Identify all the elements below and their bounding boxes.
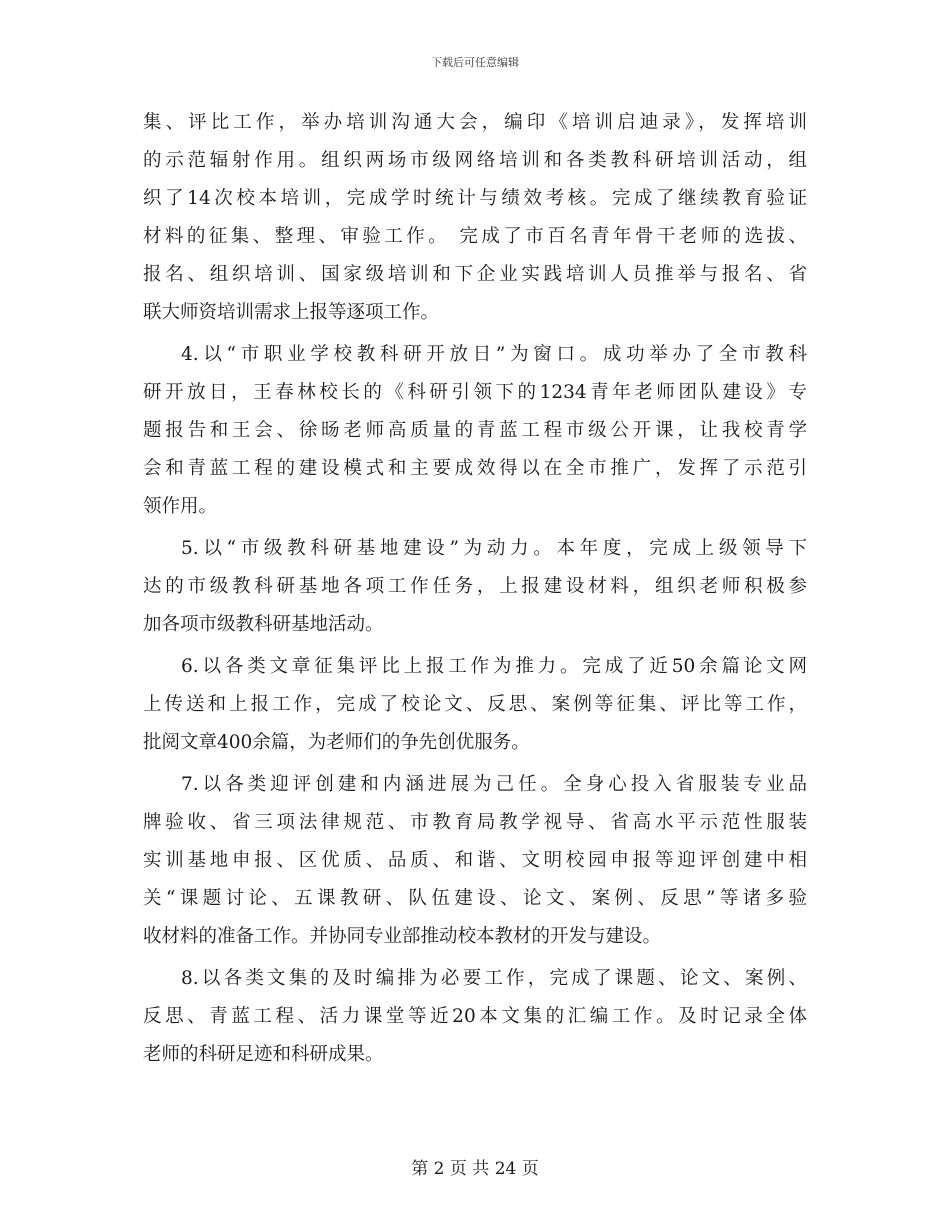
- text-line: 批阅文章400余篇，为老师们的争先创优服务。: [143, 732, 530, 753]
- text-line: 实训基地申报、区优质、品质、和谐、文明校园申报等迎评创建中相: [143, 850, 807, 871]
- text-line: 集、评比工作，举办培训沟通大会，编印《培训启迪录》，发挥培训: [143, 112, 807, 133]
- text-line: 关“课题讨论、五课教研、队伍建设、论文、案例、反思”等诸多验: [143, 888, 807, 909]
- text-line: 收材料的准备工作。并协同专业部推动校本教材的开发与建设。: [143, 926, 662, 947]
- text-line: 的示范辐射作用。组织两场市级网络培训和各类教科研培训活动，组: [143, 150, 807, 171]
- page-header-note: 下载后可任意编辑: [431, 56, 519, 69]
- text-line: 领作用。: [143, 496, 218, 517]
- paragraph-8-first-line: 8.以各类文集的及时编排为必要工作，完成了课题、论文、案例、: [181, 968, 807, 989]
- text-line: 加各项市级教科研基地活动。: [143, 614, 384, 635]
- text-line: 报名、组织培训、国家级培训和下企业实践培训人员推举与报名、省: [143, 264, 807, 285]
- text-line: 研开放日，王春林校长的《科研引领下的1234青年老师团队建设》专: [143, 382, 807, 403]
- paragraph-7-first-line: 7.以各类迎评创建和内涵进展为己任。全身心投入省服装专业品: [181, 774, 807, 795]
- text-line: 达的市级教科研基地各项工作任务，上报建设材料，组织老师积极参: [143, 576, 807, 597]
- text-line: 牌验收、省三项法律规范、市教育局教学视导、省高水平示范性服装: [143, 812, 807, 833]
- text-line: 反思、青蓝工程、活力课堂等近20本文集的汇编工作。及时记录全体: [143, 1006, 807, 1027]
- text-line: 织了14次校本培训，完成学时统计与绩效考核。完成了继续教育验证: [143, 188, 807, 209]
- paragraph-4-first-line: 4.以“市职业学校教科研开放日”为窗口。成功举办了全市教科: [181, 344, 807, 365]
- text-line: 题报告和王会、徐旸老师高质量的青蓝工程市级公开课，让我校青学: [143, 420, 807, 441]
- text-line: 材料的征集、整理、审验工作。 完成了市百名青年骨干老师的选拔、: [143, 226, 807, 247]
- paragraph-6-first-line: 6.以各类文章征集评比上报工作为推力。完成了近50余篇论文网: [181, 656, 807, 677]
- text-line: 老师的科研足迹和科研成果。: [143, 1044, 384, 1065]
- page-number: 第 2 页 共 24 页: [411, 1159, 539, 1179]
- text-line: 上传送和上报工作，完成了校论文、反思、案例等征集、评比等工作，: [143, 694, 807, 715]
- paragraph-5-first-line: 5.以“市级教科研基地建设”为动力。本年度，完成上级领导下: [181, 538, 807, 559]
- text-line: 联大师资培训需求上报等逐项工作。: [143, 302, 440, 323]
- document-body: [143, 104, 807, 1074]
- text-line: 会和青蓝工程的建设模式和主要成效得以在全市推广，发挥了示范引: [143, 458, 807, 479]
